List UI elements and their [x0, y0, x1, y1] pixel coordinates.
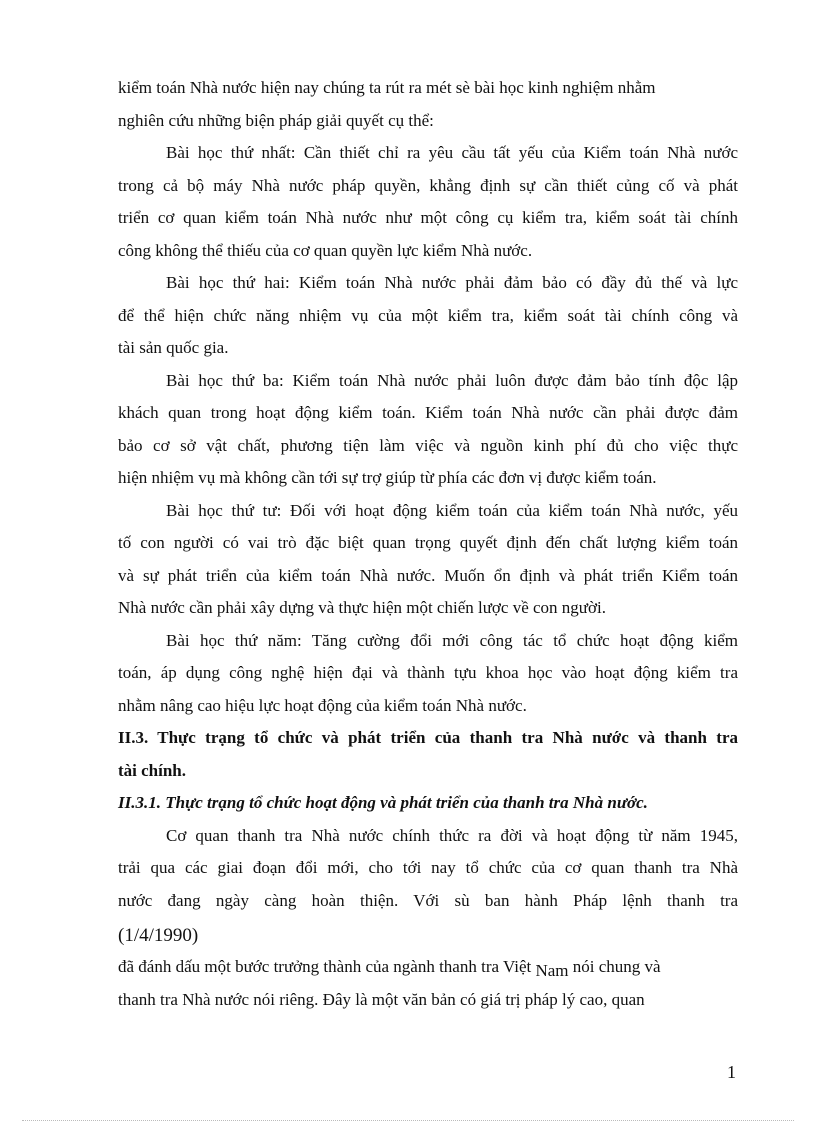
text-line: thanh tra Nhà nước nói riêng. Đây là một văn bản có giá trị pháp lý cao, quan: [118, 989, 645, 1009]
document-page: [118, 72, 738, 1016]
text-line: Bài học thứ hai: Kiểm toán Nhà nước phải đảm bảo có đầy đủ thế và lực: [166, 273, 738, 292]
text-line: Bài học thứ năm: Tăng cường đổi mới công tác tổ chức hoạt động kiểm: [166, 630, 738, 650]
text-line: kiểm toán Nhà nước hiện nay chúng ta rút ra mét sè bài học kinh nghiệm nhằm: [118, 78, 656, 97]
paragraph-lesson-3: [118, 365, 738, 495]
text-line: Cơ quan thanh tra Nhà nước chính thức ra đời và hoạt động từ năm 1945,: [166, 825, 738, 845]
text-line: triển cơ quan kiểm toán Nhà nước như một công cụ kiểm tra, kiểm soát tài chính: [118, 208, 738, 227]
text-segment-nam: Nam: [535, 961, 569, 980]
text-line: Bài học thứ nhất: Cần thiết chỉ ra yêu cầu tất yếu của Kiểm toán Nhà nước: [166, 143, 738, 162]
text-line: Bài học thứ ba: Kiểm toán Nhà nước phải luôn được đảm bảo tính độc lập: [166, 370, 738, 390]
date-parenthetical: (1/4/1990): [118, 925, 199, 946]
paragraph-inspection: [118, 820, 738, 1017]
paragraph-lesson-1: [118, 137, 738, 267]
page-number: 1: [727, 1062, 736, 1082]
text-line: công không thể thiếu của cơ quan quyền lực kiểm Nhà nước.: [118, 240, 533, 260]
page-bottom-divider: [22, 1120, 794, 1121]
text-line: bảo cơ sở vật chất, phương tiện làm việc và nguồn kinh phí đủ cho việc thực: [118, 435, 738, 455]
paragraph-lesson-5: [118, 625, 738, 723]
text-line: và sự phát triển của kiểm toán Nhà nước. Muốn ổn định và phát triển Kiểm toán: [118, 565, 738, 585]
text-line: khách quan trong hoạt động kiểm toán. Kiểm toán Nhà nước cần phải được đảm: [118, 403, 738, 422]
paragraph-lesson-2: [118, 267, 738, 365]
subsection-heading: II.3.1. Thực trạng tổ chức hoạt động và phát triển của thanh tra Nhà nước.: [118, 793, 648, 812]
text-line: tài sản quốc gia.: [118, 338, 229, 357]
section-heading: [118, 722, 738, 787]
text-line: hiện nhiệm vụ mà không cần tới sự trợ giúp từ phía các đơn vị được kiểm toán.: [118, 468, 657, 487]
text-line: nước đang ngày càng hoàn thiện. Với sù ban hành Pháp lệnh thanh tra: [118, 890, 738, 910]
text-line: trải qua các giai đoạn đổi mới, cho tới nay tổ chức của cơ quan thanh tra Nhà: [118, 858, 738, 877]
text-line: trong cả bộ máy Nhà nước pháp quyền, khẳng định sự cần thiết củng cố và phát: [118, 175, 738, 195]
text-line: [118, 951, 738, 984]
text-line: toán, áp dụng công nghệ hiện đại và thành tựu khoa học vào hoạt động kiểm tra: [118, 663, 738, 682]
text-segment: nói chung và: [568, 957, 661, 976]
text-line: nhằm nâng cao hiệu lực hoạt động của kiểm toán Nhà nước.: [118, 695, 527, 715]
heading-line: II.3. Thực trạng tổ chức và phát triển của thanh tra Nhà nước và thanh tra: [118, 728, 738, 747]
paragraph-lesson-4: [118, 495, 738, 625]
heading-line: tài chính.: [118, 760, 187, 780]
text-line: Bài học thứ tư: Đối với hoạt động kiểm toán của kiểm toán Nhà nước, yếu: [166, 500, 738, 520]
text-line: tố con người có vai trò đặc biệt quan trọng quyết định đến chất lượng kiểm toán: [118, 533, 738, 552]
text-line: Nhà nước cần phải xây dựng và thực hiện một chiến lược về con người.: [118, 598, 606, 617]
text-line: để thể hiện chức năng nhiệm vụ của một kiểm tra, kiểm soát tài chính công và: [118, 305, 738, 325]
text-line: nghiên cứu những biện pháp giải quyết cụ thể:: [118, 110, 434, 130]
text-segment: đã đánh dấu một bước trưởng thành của ngành thanh tra Việt: [118, 957, 536, 976]
